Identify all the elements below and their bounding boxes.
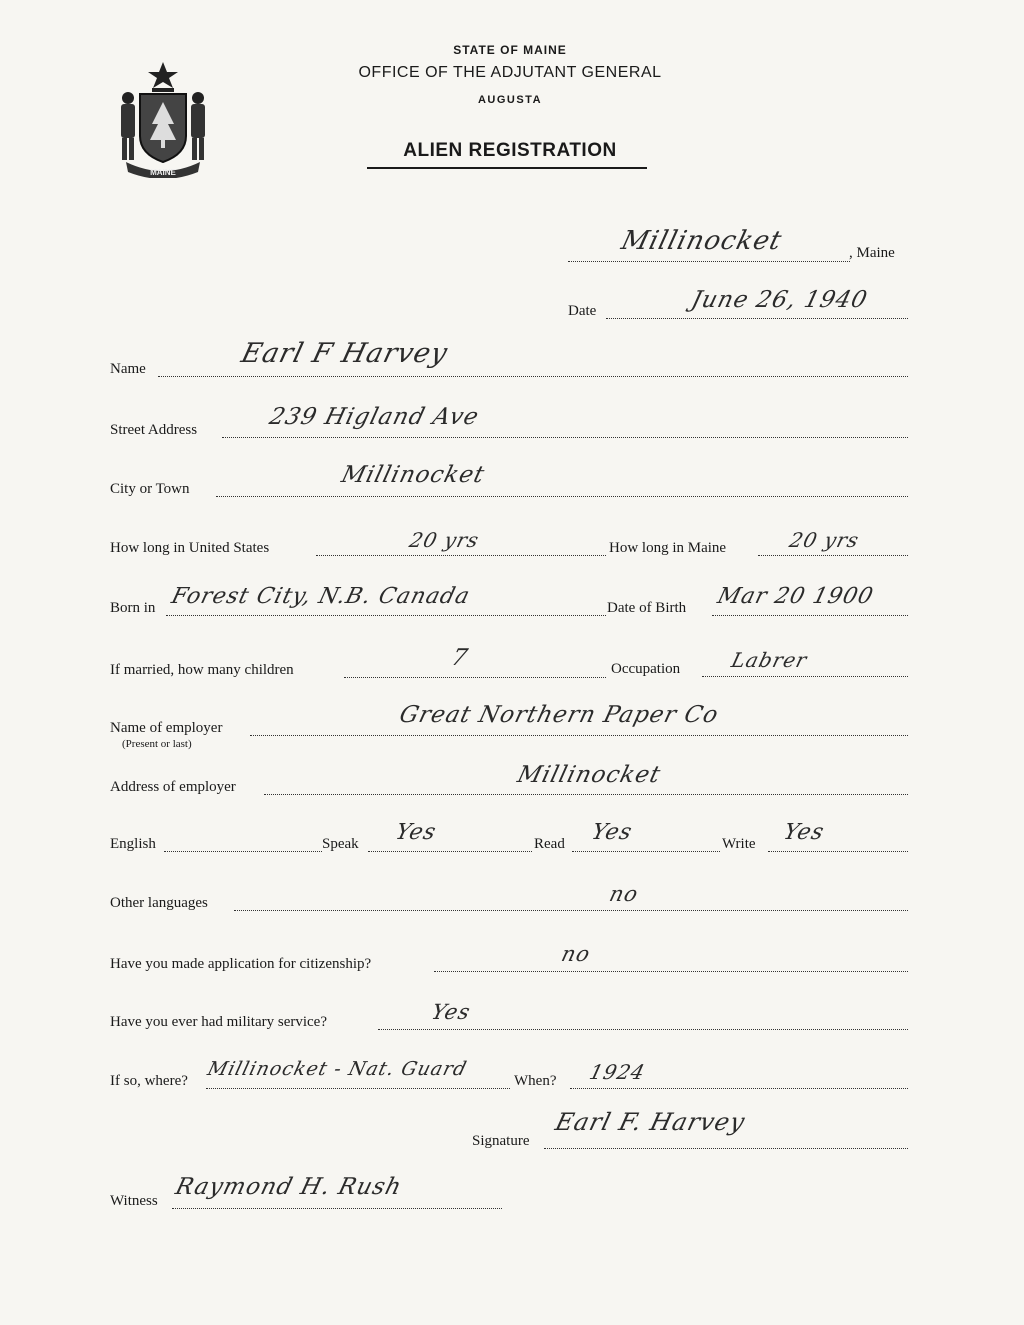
occupation-line [702,676,908,677]
how-long-us-line [316,555,606,556]
date-value[interactable]: June 26, 1940 [688,287,871,313]
when-value[interactable]: 1924 [587,1060,648,1084]
maine-state-seal-icon [108,58,218,178]
witness-value[interactable]: Raymond H. Rush [172,1174,405,1200]
citizenship-line [434,971,908,972]
speak-value[interactable]: Yes [392,820,440,845]
occupation-label: Occupation [611,661,681,677]
occupation-value[interactable]: Labrer [729,648,810,672]
english-line [164,851,322,852]
born-in-value[interactable]: Forest City, N.B. Canada [168,584,473,609]
employer-address-value[interactable]: Millinocket [514,762,664,788]
dob-line [712,615,908,616]
city-line [216,496,908,497]
employer-line [250,735,908,736]
how-long-us-value[interactable]: 20 yrs [407,528,482,552]
speak-line [368,851,532,852]
write-value[interactable]: Yes [780,820,828,845]
citizenship-value[interactable]: no [559,942,594,966]
other-languages-label: Other languages [110,895,208,911]
how-long-us-label: How long in United States [110,540,270,556]
signature-line [544,1148,908,1149]
city-value[interactable]: Millinocket [338,462,488,488]
speak-label: Speak [322,836,359,852]
read-line [572,851,720,852]
military-label: Have you ever had military service? [110,1014,327,1030]
date-line [606,318,908,319]
employer-sub-label: (Present or last) [122,738,192,750]
title-underline [367,167,647,169]
other-languages-value[interactable]: no [607,882,642,906]
how-long-maine-line [758,555,908,556]
employer-address-line [264,794,908,795]
name-label: Name [110,361,146,377]
street-line [222,437,908,438]
citizenship-label: Have you made application for citizenship? [110,956,372,972]
witness-line [172,1208,502,1209]
name-value[interactable]: Earl F Harvey [238,338,452,369]
military-value[interactable]: Yes [429,1000,474,1024]
employer-address-label: Address of employer [110,779,236,795]
state-heading: STATE OF MAINE [453,43,567,57]
office-heading: OFFICE OF THE ADJUTANT GENERAL [358,64,662,81]
dob-value[interactable]: Mar 20 1900 [714,584,877,609]
employer-value[interactable]: Great Northern Paper Co [396,702,722,728]
children-label: If married, how many children [110,662,294,678]
svg-text:MAINE: MAINE [150,168,176,177]
write-line [768,851,908,852]
born-in-line [166,615,606,616]
signature-value[interactable]: Earl F. Harvey [552,1108,749,1136]
maine-label: , Maine [849,245,895,261]
where-label: If so, where? [110,1073,188,1089]
where-line [206,1088,510,1089]
when-line [570,1088,908,1089]
read-value[interactable]: Yes [588,820,636,845]
city-heading: AUGUSTA [477,94,543,106]
children-value[interactable]: 7 [448,645,471,671]
date-label: Date [568,303,597,319]
how-long-maine-value[interactable]: 20 yrs [787,528,862,552]
signature-label: Signature [472,1133,530,1149]
street-label: Street Address [110,422,198,438]
street-value[interactable]: 239 Higland Ave [266,404,482,430]
dob-label: Date of Birth [607,600,687,616]
children-line [344,677,606,678]
read-label: Read [534,836,565,852]
other-languages-line [234,910,908,911]
name-line [158,376,908,377]
english-label: English [110,836,156,852]
born-in-label: Born in [110,600,156,616]
how-long-maine-label: How long in Maine [609,540,727,556]
when-label: When? [514,1073,557,1089]
write-label: Write [722,836,756,852]
place-line [568,261,850,262]
city-label: City or Town [110,481,190,497]
where-value[interactable]: Millinocket - Nat. Guard [205,1058,470,1080]
military-line [378,1029,908,1030]
form-title: ALIEN REGISTRATION [403,140,617,161]
place-value[interactable]: Millinocket [618,226,786,256]
employer-label: Name of employer [110,720,223,736]
witness-label: Witness [110,1193,158,1209]
